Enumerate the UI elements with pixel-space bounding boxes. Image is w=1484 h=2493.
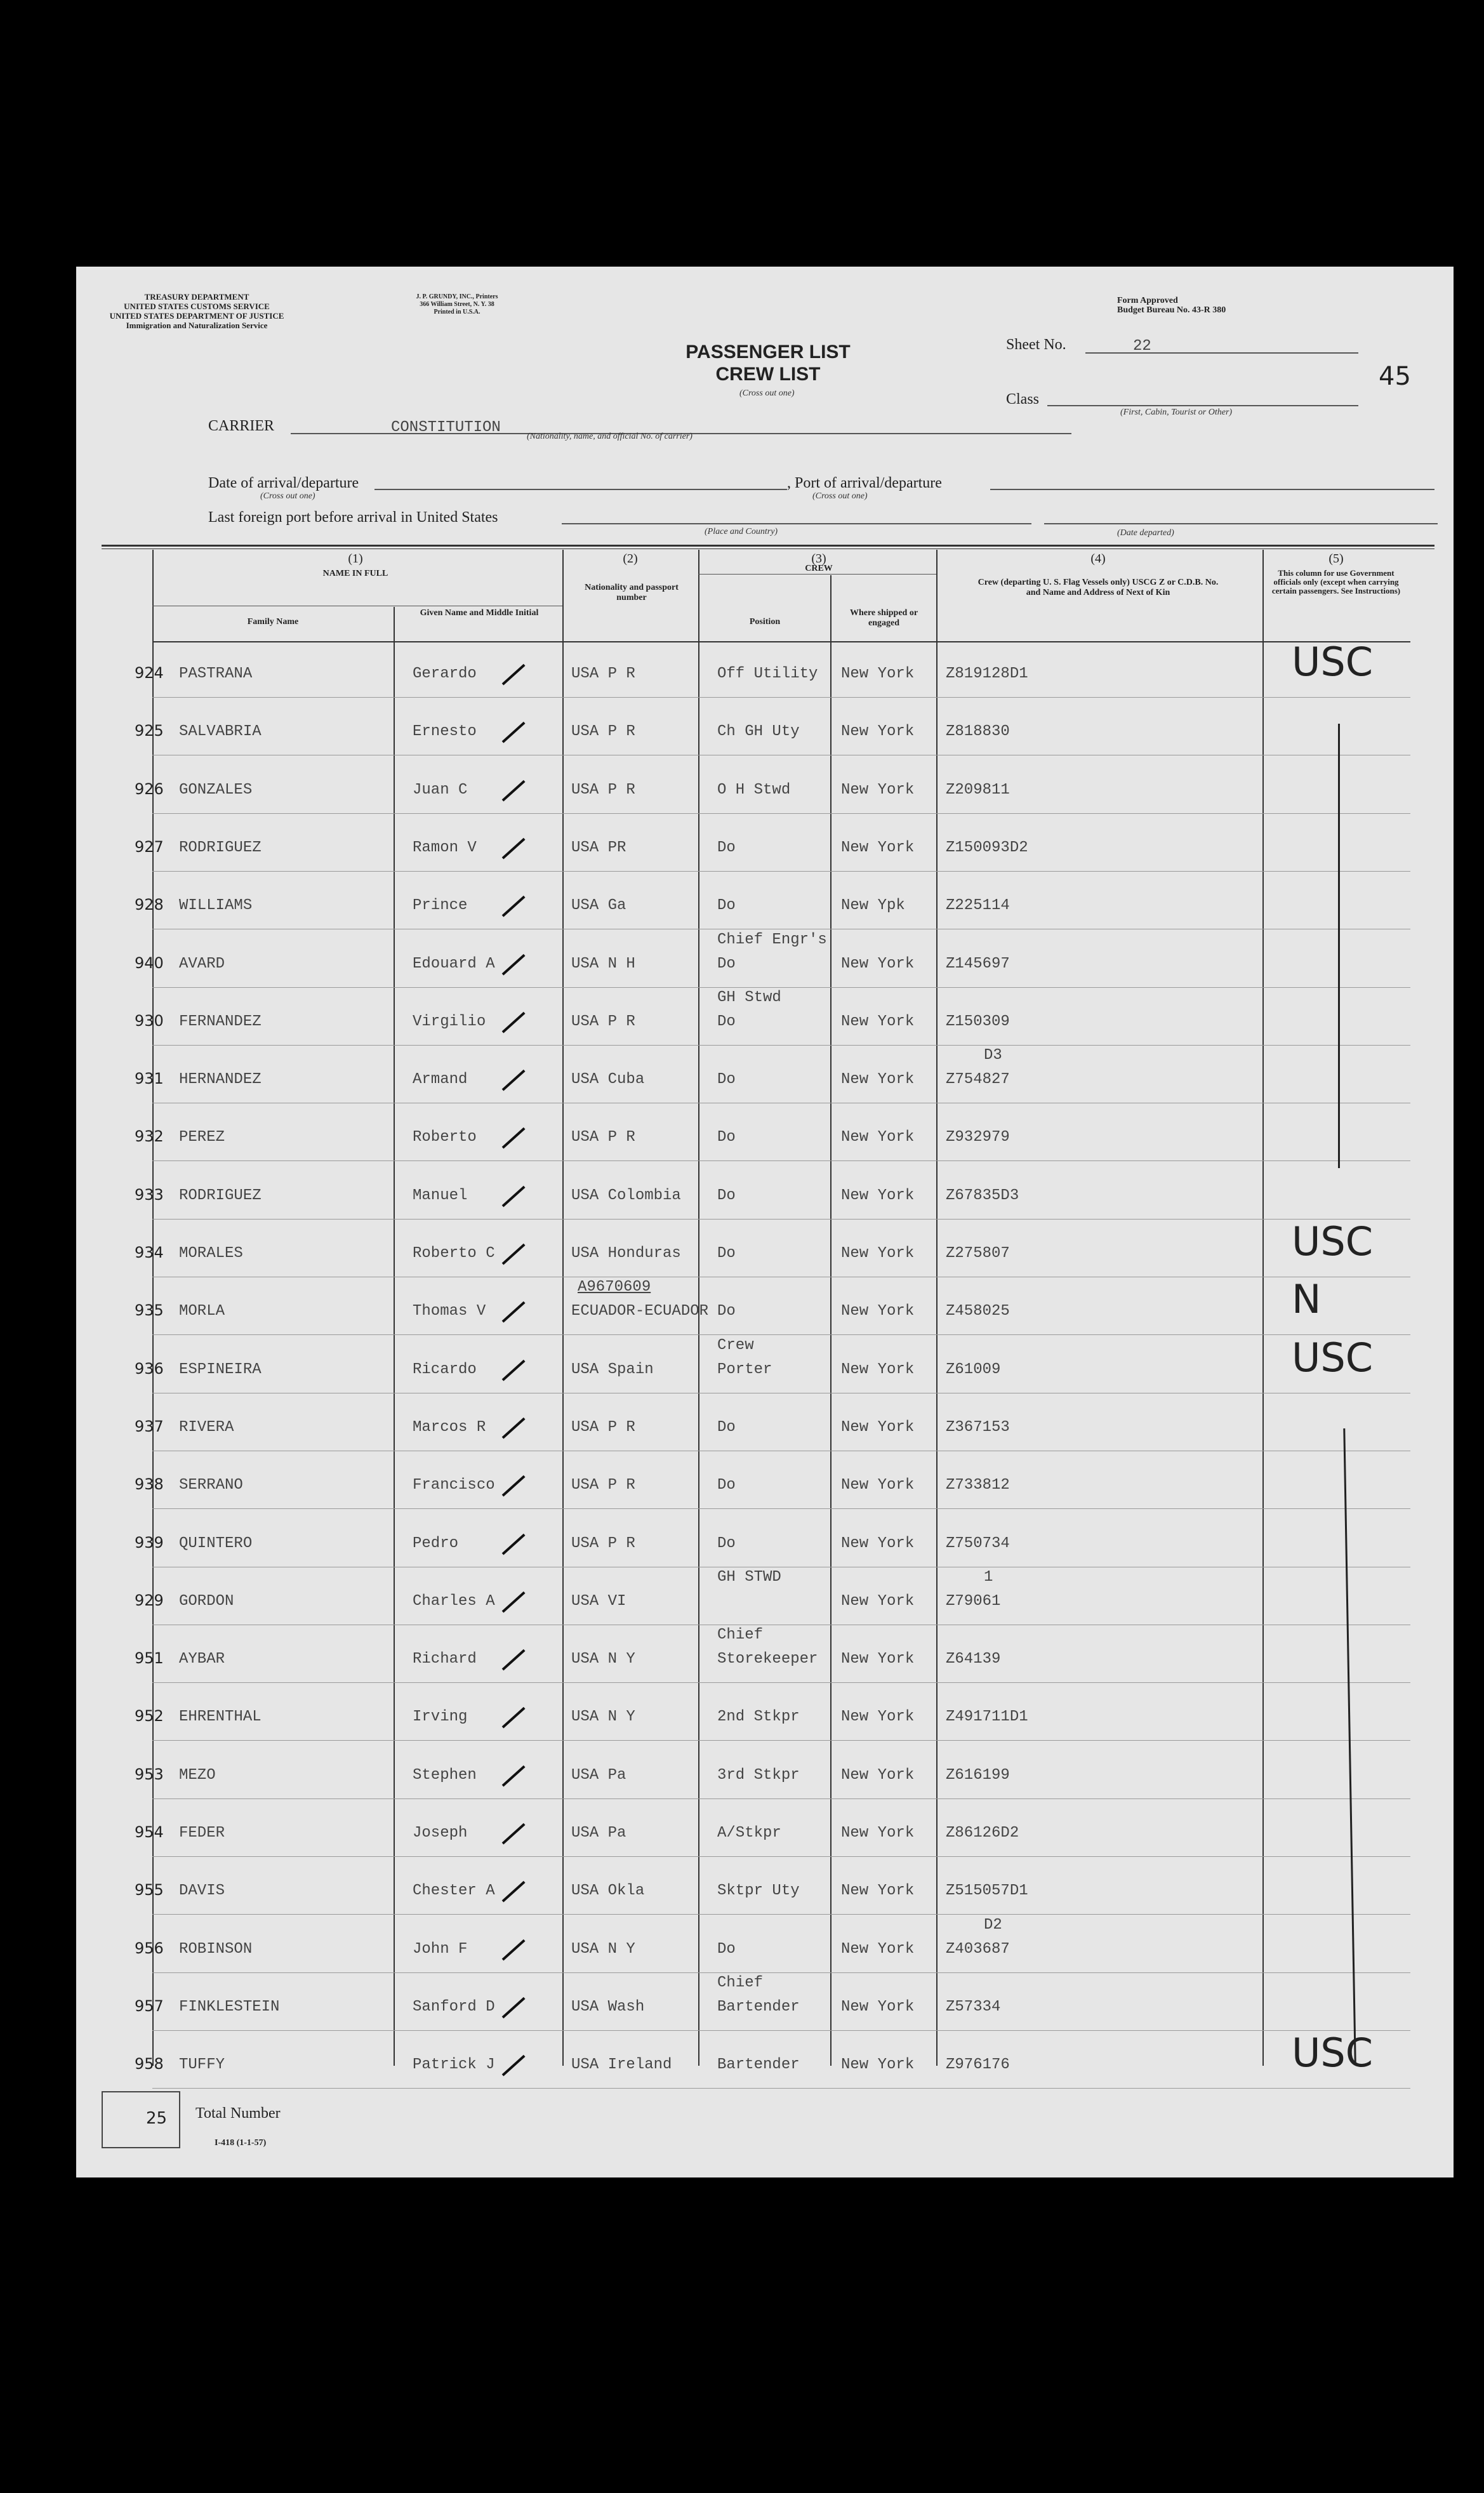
crew-number: Z515057D1	[946, 1882, 1028, 1900]
row-number: 939	[135, 1533, 164, 1552]
col3-number: (3)	[811, 552, 826, 566]
nationality: USA PR	[571, 839, 626, 856]
check-mark	[502, 722, 526, 743]
given-name: Roberto C	[413, 1245, 495, 1262]
nationality: USA VI	[571, 1592, 626, 1610]
title-passenger-list: PASSENGER LIST	[686, 342, 851, 362]
row-number: 925	[135, 722, 164, 740]
crew-number: Z819128D1	[946, 665, 1028, 682]
col-crew: CREW	[805, 564, 833, 573]
where-shipped: New York	[841, 2056, 915, 2074]
check-mark	[502, 1533, 526, 1555]
family-name: FINKLESTEIN	[179, 1998, 280, 2016]
nationality: USA P R	[571, 781, 635, 799]
col-where-shipped: Where shipped or engaged	[849, 608, 918, 628]
check-mark	[502, 1127, 526, 1149]
position: Do	[717, 1013, 736, 1030]
row-number: 934	[135, 1244, 164, 1261]
row-number: 955	[135, 1881, 164, 1899]
col-family-name: Family Name	[247, 617, 299, 627]
position: Do	[717, 1129, 736, 1147]
nationality: USA Cuba	[571, 1071, 645, 1089]
nationality: USA N Y	[571, 1651, 635, 1668]
crew-note: 1	[984, 1568, 993, 1586]
col-crew-info: Crew (departing U. S. Flag Vessels only) USCG Z or C.D.B. No. and Name and Address of Next of Kin	[977, 578, 1219, 597]
nationality: USA Spain	[571, 1360, 654, 1378]
printer-line: Printed in U.S.A.	[434, 309, 480, 316]
row-number: 953	[135, 1765, 164, 1783]
check-mark	[502, 1765, 526, 1786]
where-shipped: New York	[841, 955, 915, 973]
where-shipped: New York	[841, 1825, 915, 1842]
where-shipped: New York	[841, 1071, 915, 1089]
title-note: (Cross out one)	[739, 389, 795, 398]
crew-number: Z733812	[946, 1477, 1010, 1494]
crew-table	[135, 550, 1410, 2077]
class-label: Class	[1006, 391, 1040, 408]
form-approved	[1117, 296, 1269, 315]
check-mark	[502, 1012, 526, 1034]
row-number: 929	[135, 1591, 164, 1609]
check-mark	[502, 954, 526, 975]
family-name: FEDER	[179, 1825, 225, 1842]
crew-number: Z976176	[946, 2056, 1010, 2074]
table-row	[76, 550, 1454, 2066]
given-name: Edouard A	[413, 955, 495, 973]
nationality: USA Wash	[571, 1998, 645, 2016]
nationality: USA Ga	[571, 897, 626, 915]
crew-number: Z64139	[946, 1651, 1001, 1668]
family-name: GORDON	[179, 1592, 234, 1610]
where-shipped: New York	[841, 1940, 915, 1958]
printer-info	[387, 293, 527, 316]
where-shipped: New York	[841, 1534, 915, 1552]
nationality: USA N Y	[571, 1708, 635, 1726]
table-row	[76, 550, 1454, 2066]
form-approved-line: Budget Bureau No. 43-R 380	[1117, 305, 1226, 315]
crew-note: D2	[984, 1916, 1002, 1934]
family-name: WILLIAMS	[179, 897, 253, 915]
port-note: (Cross out one)	[812, 491, 868, 501]
given-name: Virgilio	[413, 1013, 486, 1030]
where-shipped: New York	[841, 1708, 915, 1726]
table-row	[76, 550, 1454, 2066]
check-mark	[502, 1649, 526, 1671]
nationality: USA N H	[571, 955, 635, 973]
date-note: (Cross out one)	[260, 491, 315, 501]
crew-number: Z750734	[946, 1534, 1010, 1552]
position: Do	[717, 1534, 736, 1552]
family-name: ESPINEIRA	[179, 1360, 262, 1378]
check-mark	[502, 1823, 526, 1845]
agency-line: TREASURY DEPARTMENT	[144, 292, 249, 302]
given-name: Patrick J	[413, 2056, 495, 2074]
agency-line: Immigration and Naturalization Service	[126, 321, 268, 330]
given-name: Stephen	[413, 1766, 477, 1784]
crew-number: Z367153	[946, 1418, 1010, 1436]
position: Do	[717, 1303, 736, 1320]
table-row	[76, 550, 1454, 2066]
row-number: 954	[135, 1823, 164, 1841]
total-label: Total Number	[195, 2105, 281, 2122]
col2-number: (2)	[623, 552, 638, 566]
col-position: Position	[749, 617, 781, 627]
nationality: ECUADOR-ECUADOR	[571, 1303, 709, 1320]
position: Sktpr Uty	[717, 1882, 800, 1900]
where-shipped: New York	[841, 1129, 915, 1147]
family-name: PEREZ	[179, 1129, 225, 1147]
date-departed-note: (Date departed)	[1117, 528, 1174, 538]
check-mark	[502, 1939, 526, 1960]
position: Do	[717, 897, 736, 915]
crew-number: Z754827	[946, 1071, 1010, 1089]
family-name: AYBAR	[179, 1651, 225, 1668]
where-shipped: New York	[841, 1882, 915, 1900]
row-number: 940	[135, 954, 164, 972]
family-name: GONZALES	[179, 781, 253, 799]
total-value: 25	[146, 2109, 168, 2128]
row-number: 931	[135, 1070, 164, 1088]
nationality: USA Pa	[571, 1766, 626, 1784]
crew-number: Z616199	[946, 1766, 1010, 1784]
check-mark	[502, 1881, 526, 1903]
crew-number: Z86126D2	[946, 1825, 1019, 1842]
family-name: RIVERA	[179, 1418, 234, 1436]
col4-number: (4)	[1090, 552, 1106, 566]
where-shipped: New Ypk	[841, 897, 905, 915]
table-row	[76, 550, 1454, 2066]
row-number: 932	[135, 1127, 164, 1146]
family-name: MORLA	[179, 1303, 225, 1320]
row-number: 937	[135, 1417, 164, 1435]
sheet-label: Sheet No.	[1006, 336, 1066, 353]
col-gov-use: This column for use Government officials only (except when carrying certain passengers. See Instructions)	[1271, 568, 1401, 595]
family-name: MEZO	[179, 1766, 216, 1784]
where-shipped: New York	[841, 1245, 915, 1262]
given-name: Juan C	[413, 781, 468, 799]
nationality: USA Okla	[571, 1882, 645, 1900]
family-name: AVARD	[179, 955, 225, 973]
position-note: Chief	[717, 1974, 764, 1991]
form-approved-line: Form Approved	[1117, 296, 1178, 305]
crew-number: Z145697	[946, 955, 1010, 973]
given-name: Sanford D	[413, 1998, 495, 2016]
nationality: USA P R	[571, 1129, 635, 1147]
given-name: Ricardo	[413, 1360, 477, 1378]
place-note: (Place and Country)	[705, 527, 778, 536]
nationality: USA P R	[571, 1477, 635, 1494]
check-mark	[502, 664, 526, 686]
family-name: MORALES	[179, 1245, 243, 1262]
table-row	[76, 550, 1454, 2066]
crew-number: Z67835D3	[946, 1187, 1019, 1204]
given-name: Thomas V	[413, 1303, 486, 1320]
given-name: Gerardo	[413, 665, 477, 682]
given-name: Richard	[413, 1651, 477, 1668]
row-number: 956	[135, 1939, 164, 1957]
given-name: Ernesto	[413, 723, 477, 741]
family-name: RODRIGUEZ	[179, 839, 262, 856]
col-given-name: Given Name and Middle Initial	[420, 608, 539, 618]
crew-number: Z225114	[946, 897, 1010, 915]
nationality: USA P R	[571, 1418, 635, 1436]
row-number: 952	[135, 1707, 164, 1725]
where-shipped: New York	[841, 1592, 915, 1610]
total-box	[102, 2091, 180, 2148]
position: Do	[717, 1245, 736, 1262]
table-row	[76, 550, 1454, 2066]
document-page	[76, 267, 1454, 2177]
where-shipped: New York	[841, 1651, 915, 1668]
given-name: Chester A	[413, 1882, 495, 1900]
crew-number: Z150093D2	[946, 839, 1028, 856]
given-name: Marcos R	[413, 1418, 486, 1436]
title-crew-list: CREW LIST	[715, 364, 821, 385]
where-shipped: New York	[841, 1187, 915, 1204]
passport-number: A9670609	[578, 1279, 651, 1296]
where-shipped: New York	[841, 839, 915, 856]
position-note: Chief	[717, 1626, 764, 1644]
check-mark	[502, 1418, 526, 1439]
col-nationality: Nationality and passport number	[585, 583, 679, 602]
position: Porter	[717, 1360, 772, 1378]
crew-number: Z209811	[946, 781, 1010, 799]
position: Storekeeper	[717, 1651, 818, 1668]
position: Do	[717, 1418, 736, 1436]
family-name: SALVABRIA	[179, 723, 262, 741]
crew-number: Z403687	[946, 1940, 1010, 1958]
where-shipped: New York	[841, 1766, 915, 1784]
row-number: 926	[135, 780, 164, 798]
position: Ch GH Uty	[717, 723, 800, 741]
check-mark	[502, 1707, 526, 1729]
nationality: USA Honduras	[571, 1245, 681, 1262]
check-mark	[502, 1244, 526, 1265]
table-row	[76, 550, 1454, 2066]
table-row	[76, 550, 1454, 2066]
table-row	[76, 550, 1454, 2066]
where-shipped: New York	[841, 1303, 915, 1320]
nationality: USA N Y	[571, 1940, 635, 1958]
table-row	[76, 550, 1454, 2066]
nationality: USA Ireland	[571, 2056, 672, 2074]
sheet-value: 22	[1133, 338, 1151, 355]
row-number: 928	[135, 896, 164, 914]
printer-line: J. P. GRUNDY, INC., Printers	[416, 293, 498, 300]
position: Do	[717, 1187, 736, 1204]
table-row	[76, 550, 1454, 2066]
check-mark	[502, 1070, 526, 1091]
crew-note: D3	[984, 1047, 1002, 1065]
check-mark	[502, 2055, 526, 2077]
nationality: USA P R	[571, 665, 635, 682]
last-port-label: Last foreign port before arrival in United States	[208, 509, 498, 526]
where-shipped: New York	[841, 1360, 915, 1378]
family-name: SERRANO	[179, 1477, 243, 1494]
crew-number: Z61009	[946, 1360, 1001, 1378]
crew-number: Z79061	[946, 1592, 1001, 1610]
row-number: 958	[135, 2055, 164, 2073]
check-mark	[502, 1592, 526, 1613]
position-note: Crew	[717, 1336, 754, 1354]
check-mark	[502, 1475, 526, 1497]
given-name: Manuel	[413, 1187, 468, 1204]
check-mark	[502, 1359, 526, 1381]
nationality: USA P R	[571, 723, 635, 741]
table-row	[76, 550, 1454, 2066]
given-name: Joseph	[413, 1825, 468, 1842]
position: Do	[717, 955, 736, 973]
check-mark	[502, 1301, 526, 1323]
nationality: USA Colombia	[571, 1187, 681, 1204]
position: Off Utility	[717, 665, 818, 682]
crew-number: Z818830	[946, 723, 1010, 741]
position-note: GH STWD	[717, 1568, 781, 1586]
family-name: RODRIGUEZ	[179, 1187, 262, 1204]
row-number: 957	[135, 1997, 164, 2015]
row-number: 936	[135, 1359, 164, 1378]
where-shipped: New York	[841, 1477, 915, 1494]
table-row	[76, 550, 1454, 2066]
where-shipped: New York	[841, 781, 915, 799]
check-mark	[502, 1185, 526, 1207]
row-number: 951	[135, 1649, 164, 1668]
family-name: FERNANDEZ	[179, 1013, 262, 1030]
row-number: 930	[135, 1011, 164, 1030]
position-note: Chief Engr's	[717, 931, 827, 948]
table-body	[76, 550, 1454, 2077]
where-shipped: New York	[841, 723, 915, 741]
nationality: USA P R	[571, 1013, 635, 1030]
printer-line: 366 William Street, N. Y. 38	[420, 301, 494, 308]
given-name: Prince	[413, 897, 468, 915]
remark: USC	[1292, 639, 1374, 685]
check-mark	[502, 780, 526, 801]
agency-line: UNITED STATES DEPARTMENT OF JUSTICE	[109, 311, 284, 321]
table-row	[76, 550, 1454, 2066]
position: Bartender	[717, 2056, 800, 2074]
given-name: Ramon V	[413, 839, 477, 856]
position: Bartender	[717, 1998, 800, 2016]
agency-line: UNITED STATES CUSTOMS SERVICE	[124, 302, 270, 311]
given-name: Pedro	[413, 1534, 459, 1552]
col1-number: (1)	[348, 552, 363, 566]
crew-number: Z932979	[946, 1129, 1010, 1147]
remark: USC	[1292, 1218, 1374, 1265]
port-label: , Port of arrival/departure	[787, 475, 942, 491]
agency-header	[102, 292, 292, 330]
position: Do	[717, 1940, 736, 1958]
table-row	[76, 550, 1454, 2066]
given-name: John F	[413, 1940, 468, 1958]
position: Do	[717, 1071, 736, 1089]
table-row	[76, 550, 1454, 2066]
nationality: USA P R	[571, 1534, 635, 1552]
crew-number: Z458025	[946, 1303, 1010, 1320]
table-row	[76, 550, 1454, 2066]
table-row	[76, 550, 1454, 2066]
class-note: (First, Cabin, Tourist or Other)	[1120, 408, 1233, 417]
position: 3rd Stkpr	[717, 1766, 800, 1784]
check-mark	[502, 838, 526, 860]
given-name: Armand	[413, 1071, 468, 1089]
table-row	[76, 550, 1454, 2077]
carrier-value: CONSTITUTION	[391, 419, 501, 436]
carrier-label: CARRIER	[208, 418, 275, 434]
col5-number: (5)	[1328, 552, 1344, 566]
family-name: PASTRANA	[179, 665, 253, 682]
given-name: Charles A	[413, 1592, 495, 1610]
family-name: QUINTERO	[179, 1534, 253, 1552]
position: O H Stwd	[717, 781, 791, 799]
given-name: Roberto	[413, 1129, 477, 1147]
family-name: HERNANDEZ	[179, 1071, 262, 1089]
ditto-line	[1338, 724, 1340, 1168]
form-code: I-418 (1-1-57)	[215, 2138, 267, 2148]
where-shipped: New York	[841, 1013, 915, 1030]
where-shipped: New York	[841, 1998, 915, 2016]
row-number: 935	[135, 1301, 164, 1320]
table-row	[76, 550, 1454, 2066]
where-shipped: New York	[841, 1418, 915, 1436]
crew-number: Z150309	[946, 1013, 1010, 1030]
given-name: Francisco	[413, 1477, 495, 1494]
position: 2nd Stkpr	[717, 1708, 800, 1726]
row-number: 933	[135, 1185, 164, 1204]
check-mark	[502, 896, 526, 917]
family-name: TUFFY	[179, 2056, 225, 2074]
carrier-note: (Nationality, name, and official No. of carrier)	[527, 432, 692, 441]
given-name: Irving	[413, 1708, 468, 1726]
check-mark	[502, 1997, 526, 2019]
family-name: ROBINSON	[179, 1940, 253, 1958]
col1-title: NAME IN FULL	[322, 569, 388, 578]
crew-number: Z275807	[946, 1245, 1010, 1262]
crew-number: Z491711D1	[946, 1708, 1028, 1726]
date-label: Date of arrival/departure	[208, 475, 359, 491]
position-note: GH Stwd	[717, 988, 781, 1006]
table-row	[76, 550, 1454, 2066]
row-number: 938	[135, 1475, 164, 1494]
remark: USC	[1292, 2030, 1374, 2077]
row-number: 924	[135, 664, 164, 682]
position: A/Stkpr	[717, 1825, 781, 1842]
table-row	[76, 550, 1454, 2066]
remark: USC	[1292, 1334, 1374, 1381]
family-name: DAVIS	[179, 1882, 225, 1900]
remark: N	[1292, 1276, 1322, 1323]
page-number: 45	[1379, 362, 1411, 391]
row-number: 927	[135, 837, 164, 856]
position: Do	[717, 1477, 736, 1494]
where-shipped: New York	[841, 665, 915, 682]
nationality: USA Pa	[571, 1825, 626, 1842]
table-row	[76, 550, 1454, 2066]
crew-number: Z57334	[946, 1998, 1001, 2016]
family-name: EHRENTHAL	[179, 1708, 262, 1726]
table-row	[76, 550, 1454, 2066]
position: Do	[717, 839, 736, 856]
